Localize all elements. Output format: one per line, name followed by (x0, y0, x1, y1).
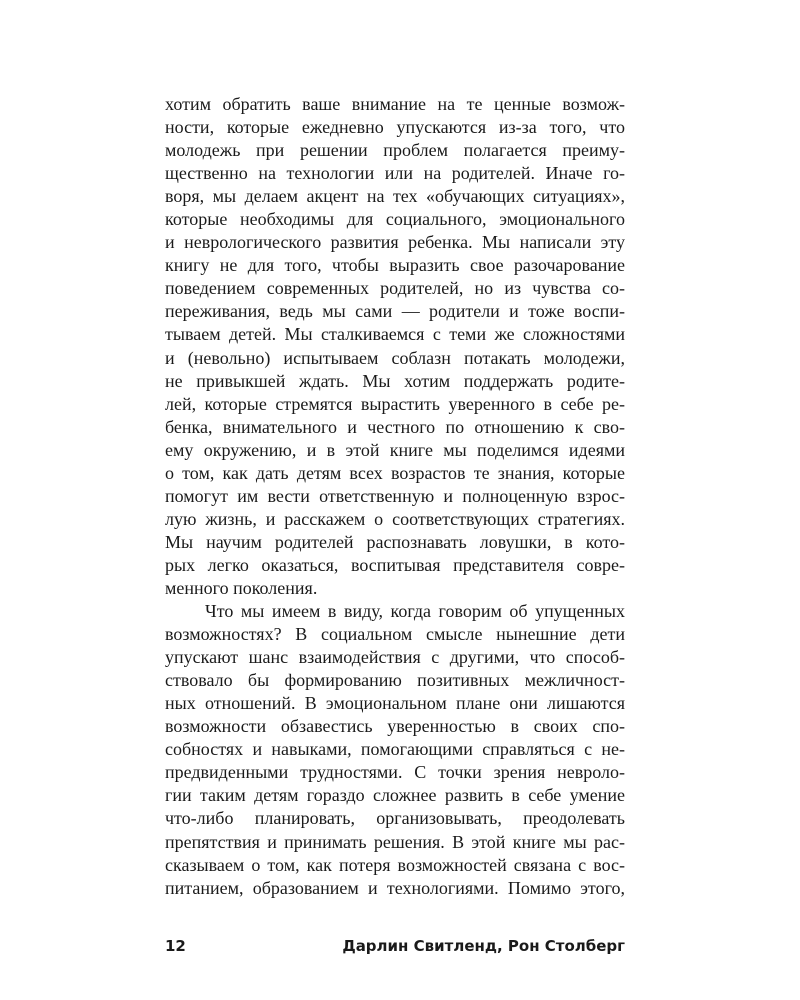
page-number: 12 (165, 937, 186, 955)
text-line: гии таким детям гораздо сложнее развить в себе умение (165, 785, 625, 806)
text-line: ему окружению, и в этой книге мы поделимся идеями (165, 439, 625, 460)
text-line: предвиденными трудностями. С точки зрения невроло- (165, 762, 625, 783)
text-line: упускают шанс взаимодействия с другими, что способ- (165, 647, 625, 668)
text-line: возможности обзавестись уверенностью в своих спо- (165, 716, 625, 737)
text-line: воря, мы делаем акцент на тех «обучающих ситуациях», (165, 186, 625, 207)
text-line: о том, как дать детям всех возрастов те знания, которые (165, 462, 625, 483)
page-footer (165, 933, 625, 959)
text-line: хотим обратить ваше внимание на те ценные возмож- (165, 94, 625, 114)
text-line: которые необходимы для социального, эмоционального (165, 209, 625, 230)
text-line: рых легко оказаться, воспитывая представителя совре- (165, 554, 625, 575)
running-head-authors: Дарлин Свитленд, Рон Столберг (342, 937, 625, 955)
text-line: что-либо планировать, организовывать, преодолевать (165, 808, 625, 829)
paragraph-end-line: менного поколения. (165, 577, 318, 598)
text-line: сказываем о том, как потеря возможностей связана с вос- (165, 854, 625, 875)
text-line: возможностях? В социальном смысле нынешние дети (165, 624, 625, 645)
text-line: бенка, внимательного и честного по отношению к сво- (165, 416, 625, 437)
text-line: ности, которые ежедневно упускаются из-за того, что (165, 117, 625, 138)
text-line: Мы научим родителей распознавать ловушки, в кото- (165, 531, 625, 552)
text-line: собностях и навыками, помогающими справляться с не- (165, 739, 625, 760)
text-line: и (невольно) испытываем соблазн потакать молодежи, (165, 347, 625, 368)
text-line: тываем детей. Мы сталкиваемся с теми же сложностями (165, 324, 625, 345)
text-line: переживания, ведь мы сами — родители и тоже воспи- (165, 301, 625, 322)
text-line: и неврологического развития ребенка. Мы написали эту (165, 232, 625, 253)
text-line: лей, которые стремятся вырастить уверенного в себе ре- (165, 393, 625, 414)
text-line: молодежь при решении проблем полагается преиму- (165, 140, 625, 161)
paragraph-start-line: Что мы имеем в виду, когда говорим об упущенных (205, 601, 625, 622)
body-text (165, 93, 625, 900)
text-line: питанием, образованием и технологиями. Помимо этого, (165, 877, 625, 898)
text-line: помогут им вести ответственную и полноценную взрос- (165, 485, 625, 506)
text-line: щественно на технологии или на родителей. Иначе го- (165, 163, 625, 184)
text-line: ствовало бы формированию позитивных межличност- (165, 670, 625, 691)
text-line: книгу не для того, чтобы выразить свое разочарование (165, 255, 625, 276)
text-line: поведением современных родителей, но из чувства со- (165, 278, 625, 299)
text-line: лую жизнь, и расскажем о соответствующих стратегиях. (165, 508, 625, 529)
text-line: не привыкшей ждать. Мы хотим поддержать родите- (165, 370, 625, 391)
text-line: ных отношений. В эмоциональном плане они лишаются (165, 693, 625, 714)
text-line: препятствия и принимать решения. В этой книге мы рас- (165, 831, 625, 852)
